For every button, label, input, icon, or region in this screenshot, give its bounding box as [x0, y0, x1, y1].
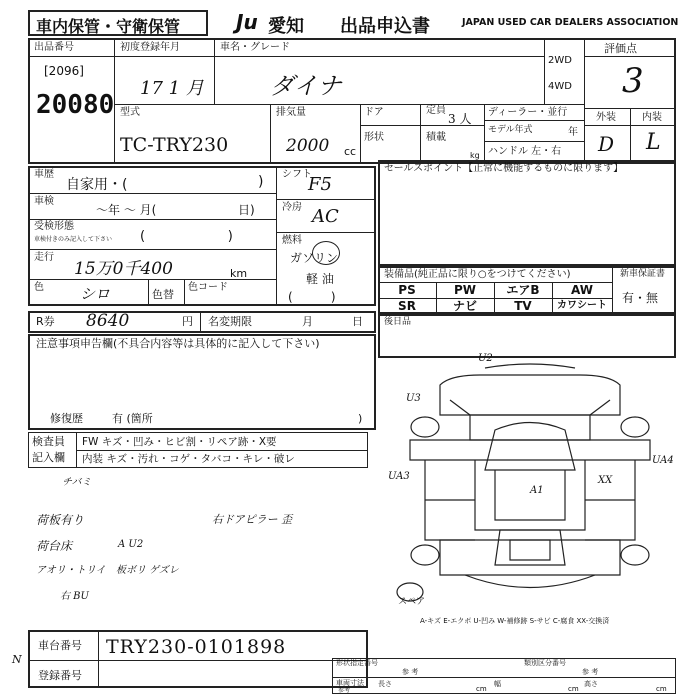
- mileage-unit: km: [230, 267, 248, 280]
- exterior-score: D: [598, 132, 615, 156]
- recycle-value: 8640: [86, 311, 130, 331]
- diagram-mark-u3: U3: [406, 393, 421, 404]
- sales-point-box: [378, 160, 676, 266]
- chassis-value: TRY230-0101898: [106, 636, 287, 658]
- score-value: 3: [622, 61, 644, 101]
- shape-label: 形状: [364, 132, 384, 143]
- dimension-label: 車両寸法: [336, 679, 364, 687]
- repair-value: 有 (箇所: [112, 412, 153, 425]
- later-docs-label: 後日品: [384, 317, 412, 327]
- dealer-label: ディーラー・並行: [488, 107, 568, 118]
- length-label: 長さ: [378, 680, 392, 688]
- handwritten-note: 荷板有り: [36, 513, 85, 527]
- storage-label: 車内保管・守衛保管: [36, 17, 181, 36]
- model-year-label: モデル年式: [488, 125, 533, 135]
- diagram-mark-xx: XX: [598, 475, 613, 486]
- mileage-label: 走行: [34, 252, 54, 263]
- spec-ref: 参 考: [402, 668, 419, 676]
- repair-close: ): [358, 412, 363, 425]
- color-change-label: 色替: [152, 288, 174, 301]
- height-label: 高さ: [584, 680, 598, 688]
- drive-4wd: 4WD: [548, 81, 572, 92]
- equip-ps: PS: [398, 283, 416, 297]
- width-unit: cm: [568, 685, 579, 693]
- spec-label: 形状指定番号: [336, 659, 378, 667]
- diagram-mark-ua4: UA4: [652, 455, 674, 466]
- year-unit: 年: [568, 127, 578, 138]
- displacement-value: 2000: [286, 136, 330, 156]
- aircon-value: AC: [312, 206, 339, 227]
- interior-score: L: [646, 130, 661, 155]
- equip-aw: AW: [571, 283, 593, 297]
- first-reg-value: 17 1 月: [140, 78, 204, 99]
- handwritten-note: A U2: [118, 539, 144, 550]
- document-title: 出品申込書: [340, 16, 430, 37]
- interior-label: 内装: [642, 112, 662, 123]
- fuel-circle-mark: [312, 241, 340, 265]
- receive-paren: ( ): [140, 229, 233, 244]
- notes-label: 注意事項申告欄(不具合内容等は具体的に記入して下さい): [36, 337, 320, 350]
- inspection-label: 車検: [34, 196, 54, 207]
- width-label: 幅: [494, 680, 501, 688]
- ju-logo: Ju: [236, 10, 258, 34]
- handwritten-note: アオリ・トリイ: [36, 565, 106, 576]
- displacement-unit: cc: [344, 145, 357, 158]
- score-label: 評価点: [604, 42, 637, 55]
- color-value: シロ: [80, 285, 111, 303]
- n-mark: N: [12, 653, 22, 666]
- equipment-label: 装備品(純正品に限り○をつけてください): [384, 269, 571, 280]
- repair-label: 修復歴: [50, 412, 83, 425]
- type-value: TC-TRY230: [120, 134, 229, 156]
- equip-airbag: エアB: [506, 283, 540, 297]
- inspector-label-2: 記入欄: [32, 451, 65, 464]
- fuel-gasoline: ガソリン: [290, 251, 339, 265]
- mileage-value: 15万0千400: [74, 259, 173, 279]
- height-unit: cm: [656, 685, 667, 693]
- fuel-label: 燃料: [282, 235, 302, 246]
- aircon-label: 冷房: [282, 202, 302, 213]
- history-value: 自家用・(: [66, 177, 128, 193]
- load-unit: kg: [470, 151, 480, 160]
- shift-value: F5: [308, 174, 332, 195]
- handwritten-note: 右 BU: [60, 591, 89, 602]
- sales-point-label: セールスポイント【正常に機能するものに限ります】: [384, 163, 624, 174]
- handwritten-note: 荷台床: [36, 539, 73, 553]
- lot-number: 20080: [36, 90, 115, 120]
- class-label: 類別区分番号: [524, 659, 566, 667]
- recycle-label: R券: [36, 315, 55, 328]
- receive-label: 受検形態: [34, 221, 74, 232]
- exterior-label: 外装: [596, 112, 616, 123]
- damage-legend: A-キズ E-エクボ U-凹み W-補修跡 S-サビ C-腐食 XX-交換済: [420, 617, 610, 625]
- model-name-label: 車名・グレード: [220, 42, 290, 53]
- history-close: ): [258, 174, 264, 190]
- capacity-label: 定員: [426, 105, 446, 116]
- fuel-diesel: 軽 油: [306, 272, 334, 286]
- length-unit: cm: [476, 685, 487, 693]
- inspection-day: 日): [238, 203, 255, 217]
- equip-sr: SR: [398, 299, 416, 313]
- displacement-label: 排気量: [276, 107, 306, 118]
- load-label: 積載: [426, 132, 446, 143]
- history-label: 車歴: [34, 169, 54, 180]
- capacity-value: 3 人: [448, 112, 472, 126]
- name-change-label: 名変期限: [208, 315, 252, 328]
- first-reg-label: 初度登録年月: [120, 42, 180, 53]
- association-name: JAPAN USED CAR DEALERS ASSOCIATION: [462, 17, 679, 28]
- inspector-interior-row: 内装 キズ・汚れ・コゲ・タバコ・キレ・破レ: [82, 453, 295, 465]
- door-label: ドア: [364, 107, 384, 118]
- shift-label: シフト: [282, 169, 312, 180]
- equip-pw: PW: [453, 283, 477, 297]
- warranty-value: 有・無: [622, 291, 659, 305]
- lot-small-number: [2096]: [44, 64, 84, 78]
- equip-navi: ナビ: [452, 299, 477, 313]
- handwritten-note: チバミ: [62, 477, 92, 488]
- recycle-box: [28, 311, 376, 333]
- type-label: 型式: [120, 107, 140, 118]
- inspector-fw-row: FW キズ・凹み・ヒビ割・リペア跡・X要: [82, 436, 277, 448]
- lot-label: 出品番号: [34, 42, 74, 53]
- diagram-mark-a1: A1: [530, 485, 544, 496]
- receive-note: 車検付きのみ記入して下さい: [34, 236, 113, 243]
- org-name: 愛知: [268, 16, 304, 37]
- handwritten-note: 板ボリ ゲズレ: [116, 565, 179, 576]
- spec-table: [332, 658, 676, 694]
- diagram-mark-u2: U2: [478, 353, 493, 364]
- model-name-value: ダイナ: [270, 72, 342, 100]
- handle-label: ハンドル 左・右: [488, 146, 562, 157]
- diagram-mark-ua3: UA3: [388, 471, 410, 482]
- handwritten-note: 右ドアピラー 歪: [212, 513, 293, 526]
- fuel-paren: ( ): [288, 290, 336, 304]
- name-change-month: 月: [302, 315, 313, 328]
- warranty-label: 新車保証書: [620, 269, 666, 279]
- recycle-unit: 円: [182, 315, 193, 328]
- chassis-label: 車台番号: [38, 639, 82, 652]
- spare-label: スペア: [398, 597, 426, 607]
- equip-seat: カワシート: [557, 300, 607, 311]
- equip-tv: TV: [514, 299, 532, 313]
- inspection-value: ～年 ～ 月(: [96, 203, 157, 217]
- class-ref: 参 考: [582, 668, 599, 676]
- dimension-ref: 参考: [338, 687, 351, 694]
- later-docs-box: [378, 314, 676, 358]
- name-change-day: 日: [352, 315, 363, 328]
- inspector-label-1: 検査員: [32, 435, 65, 448]
- drive-2wd: 2WD: [548, 55, 572, 66]
- color-label: 色: [34, 282, 44, 293]
- reg-number-label: 登録番号: [38, 669, 82, 682]
- color-code-label: 色コード: [188, 282, 228, 293]
